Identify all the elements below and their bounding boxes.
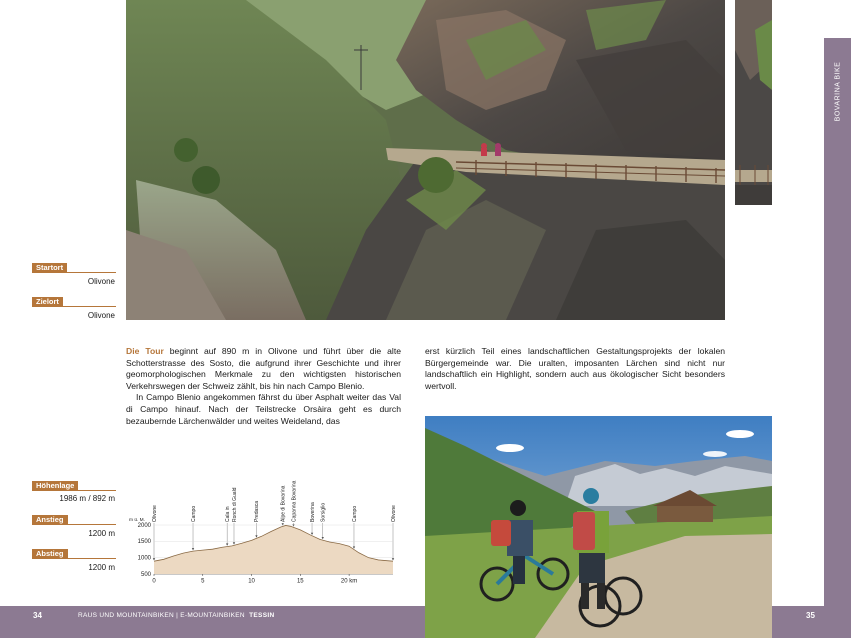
waypoint-arrow: [292, 524, 294, 526]
waypoint-label: Boverina: [309, 502, 316, 522]
waypoint-label: Cala in: [224, 506, 231, 522]
altitude-label: Höhenlage: [32, 481, 78, 491]
ascent-value: 1200 m: [88, 529, 115, 538]
waypoint-arrow: [255, 535, 257, 537]
ascent-underline: [32, 524, 116, 525]
chapter-side-tab: [824, 38, 851, 606]
paragraph-1-text: beginnt auf 890 m in Olivone und führt über die alte Schotterstrasse des Sosto, die aufgrund ihrer Geschichte und ihrer geomorphologischen Merkmale zu den wichtigsten historischen Verkehrswegen der Schweiz zählt, bis hin nach Campo Blenio.: [126, 346, 402, 391]
cliff-detail-photo: [735, 0, 772, 205]
side-tab-label: BOVARINA BIKE: [834, 61, 841, 122]
profile-x-tick-label: 0: [152, 578, 156, 585]
waypoint-label: Sorsiglio: [320, 502, 327, 522]
page-number-right: 35: [806, 611, 815, 620]
footer-title: RAUS UND MOUNTAINBIKEN | E-MOUNTAINBIKEN: [78, 612, 245, 619]
profile-y-tick-label: 1000: [137, 555, 151, 562]
body-text-right: [425, 346, 725, 392]
profile-area: [154, 525, 393, 574]
profile-y-ticks: [138, 523, 152, 578]
elevation-profile-chart: [126, 480, 397, 595]
paragraph-3: erst kürzlich Teil eines landschaftlichen Gestaltungsprojekts der lokalen Bürgergemeinde war. Die uralten, imposanten Lärchen sind nicht nur landschaftlich ein Highlight, sondern auch aus ökologischer Sicht besonders wertvoll.: [425, 346, 725, 391]
descent-label: Abstieg: [32, 549, 68, 559]
profile-y-tick-label: 2000: [137, 522, 151, 529]
waypoint-arrow: [153, 558, 155, 560]
waypoint-label: Olivone: [390, 505, 397, 522]
goal-value: Olivone: [87, 311, 115, 320]
paragraph-2: In Campo Blenio angekommen fährst du über Asphalt weiter das Val di Campo hinauf. Nach der Teilstrecke Orsàira geht es durch bezaubernde Lärchenwälder und weites Weideland, das: [126, 392, 401, 426]
start-label: Startort: [32, 263, 67, 273]
descent-value: 1200 m: [88, 563, 115, 572]
waypoint-label: Ronch di Guald: [231, 487, 238, 522]
mountain-bikers-photo: [425, 416, 772, 638]
waypoint-arrow: [192, 548, 194, 550]
paragraph-1: [126, 346, 401, 392]
waypoint-label: Alpe di Bovarina: [280, 485, 287, 522]
ascent-label: Anstieg: [32, 515, 68, 525]
start-value: Olivone: [87, 277, 115, 286]
lead-in: Die Tour: [126, 346, 164, 356]
altitude-underline: [32, 490, 116, 491]
running-footer: [78, 612, 274, 619]
waypoint-arrow: [226, 544, 228, 546]
waypoint-label: Campo: [190, 505, 197, 522]
footer-band-left: [0, 606, 425, 638]
waypoint-label: Olivone: [151, 505, 158, 522]
profile-x-ticks: [152, 574, 357, 585]
profile-y-tick-label: 500: [140, 571, 151, 578]
page-number-left: 34: [33, 611, 42, 620]
waypoint-arrow: [311, 533, 313, 535]
descent-underline: [32, 558, 116, 559]
body-text-left: [126, 346, 401, 427]
profile-x-tick-label: 20 km: [340, 578, 358, 585]
waypoint-label: Capanna Bovarina: [291, 480, 298, 522]
profile-x-tick-label: 15: [296, 578, 304, 585]
altitude-value: 1986 m / 892 m: [59, 494, 115, 503]
profile-x-tick-label: 5: [201, 578, 205, 585]
gorge-trail-photo: [126, 0, 725, 320]
goal-underline: [32, 306, 116, 307]
waypoint-arrow: [392, 558, 394, 560]
profile-x-tick-label: 10: [248, 578, 255, 585]
waypoint-label: Campo: [351, 505, 358, 522]
profile-y-tick-label: 1500: [137, 539, 151, 546]
waypoint-arrow: [233, 542, 235, 544]
goal-label: Zielort: [32, 297, 63, 307]
start-underline: [32, 272, 116, 273]
waypoint-arrow: [322, 537, 324, 539]
profile-y-axis-label: m ü. M.: [129, 518, 145, 523]
waypoint-arrow: [353, 547, 355, 549]
footer-region: TESSIN: [249, 612, 275, 619]
waypoint-label: Predasca: [254, 500, 261, 522]
